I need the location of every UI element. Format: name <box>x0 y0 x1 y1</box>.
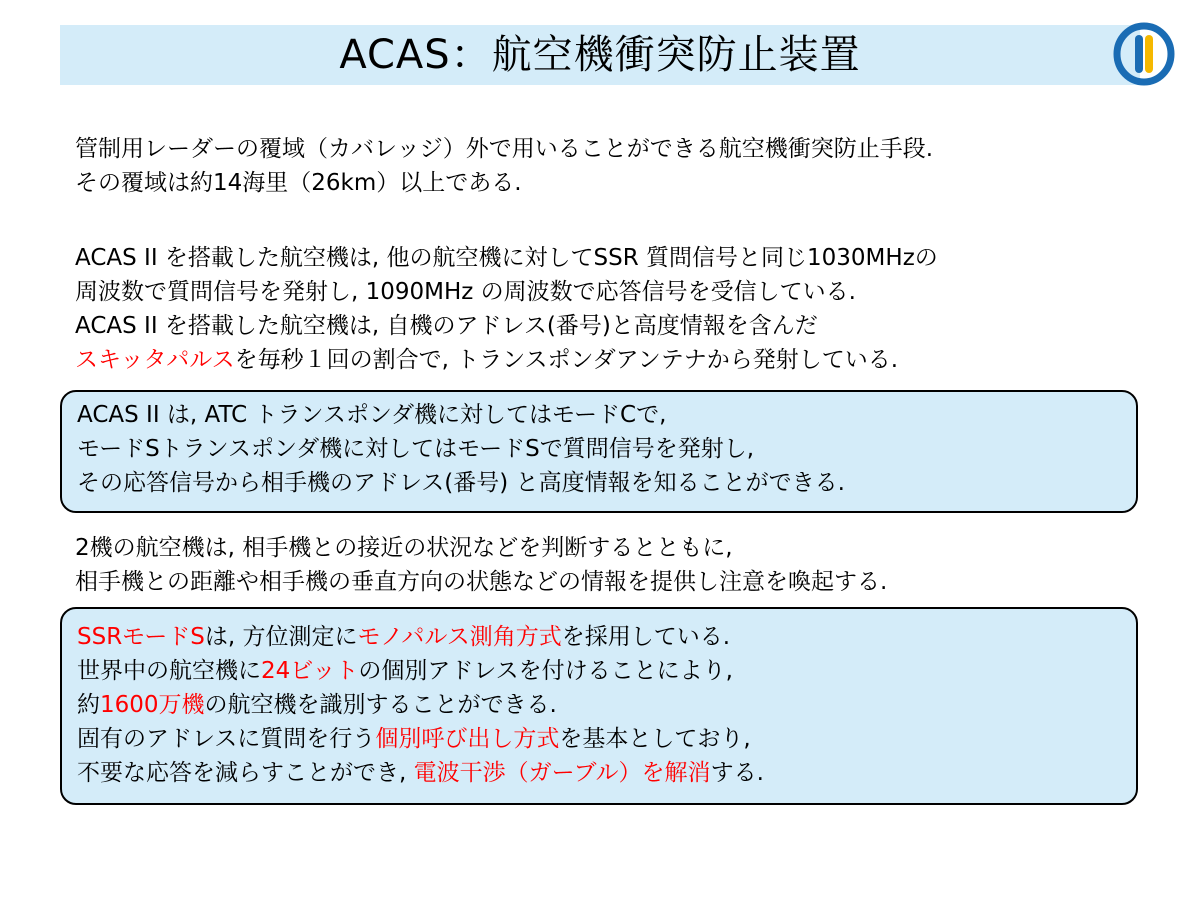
text-line: 周波数で質問信号を発射し, 1090MHz の周波数で応答信号を受信している. <box>75 279 856 305</box>
text-segment: 約 <box>77 692 100 718</box>
text-line: ACAS II を搭載した航空機は, 他の航空機に対してSSR 質問信号と同じ1030MHzの <box>75 245 938 271</box>
highlight-text: スキッタパルス <box>75 347 235 373</box>
highlight-text: 24ビット <box>261 658 359 684</box>
highlight-text: 個別呼び出し方式 <box>375 726 560 752</box>
text-segment: 世界中の航空機に <box>77 658 261 684</box>
university-logo-icon <box>1113 22 1175 86</box>
text-segment: の個別アドレスを付けることにより, <box>358 658 733 684</box>
text-line: 2機の航空機は, 相手機との接近の状況などを判断するとともに, <box>75 535 733 561</box>
text-line: ACAS II を搭載した航空機は, 自機のアドレス(番号)と高度情報を含んだ <box>75 313 818 339</box>
ssr-mode-s-box <box>60 607 1138 805</box>
mode-info-box <box>60 390 1138 513</box>
text-segment: する. <box>710 760 764 786</box>
text-line: ACAS II は, ATC トランスポンダ機に対してはモードCで, <box>77 402 667 428</box>
highlight-text: 電波干渉（ガーブル）を解消 <box>413 760 711 786</box>
text-segment: 固有のアドレスに質問を行う <box>77 726 376 752</box>
text-segment: 不要な応答を減らすことができ, <box>77 760 414 786</box>
text-line: モードSトランスポンダ機に対してはモードSで質問信号を発射し, <box>77 436 755 462</box>
intro-paragraph <box>75 132 1175 200</box>
acas-paragraph <box>75 241 1175 377</box>
text-line <box>77 654 1136 688</box>
text-line <box>77 688 1136 722</box>
text-segment: を基本としており, <box>559 726 751 752</box>
text-segment: は, 方位測定に <box>204 624 358 650</box>
page-title: ACAS：航空機衝突防止装置 <box>339 32 861 78</box>
text-line <box>77 620 1136 654</box>
text-line: 管制用レーダーの覆域（カバレッジ）外で用いることができる航空機衝突防止手段. <box>75 136 934 162</box>
highlight-text: 1600万機 <box>100 692 205 718</box>
text-line <box>77 756 1136 790</box>
text-line <box>77 722 1136 756</box>
highlight-text: モノパルス測角方式 <box>357 624 562 650</box>
text-segment: を毎秒１回の割合で, トランスポンダアンテナから発射している. <box>234 347 899 373</box>
highlight-text: SSRモードS <box>77 624 205 650</box>
text-segment: の航空機を識別することができる. <box>204 692 557 718</box>
approach-paragraph <box>75 531 1175 599</box>
text-line <box>75 343 1175 377</box>
text-segment: を採用している. <box>561 624 731 650</box>
text-line: その覆域は約14海里（26km）以上である. <box>75 170 522 196</box>
text-line: その応答信号から相手機のアドレス(番号) と高度情報を知ることができる. <box>77 470 845 496</box>
text-line: 相手機との距離や相手機の垂直方向の状態などの情報を提供し注意を喚起する. <box>75 569 888 595</box>
